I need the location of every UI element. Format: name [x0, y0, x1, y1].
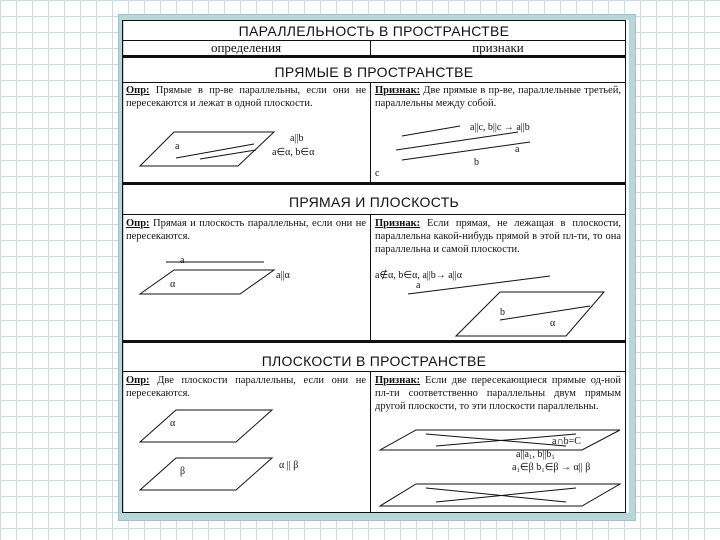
- section3-title-divider: [122, 371, 626, 372]
- section-title-line-plane: ПРЯМАЯ И ПЛОСКОСТЬ: [288, 194, 460, 210]
- header-bottom-rule: [122, 55, 626, 58]
- sign2-label-b: b: [500, 307, 505, 318]
- section3-label-beta: β: [180, 466, 186, 477]
- page-title: ПАРАЛЛЕЛЬНОСТЬ В ПРОСТРАНСТВЕ: [238, 23, 510, 39]
- plane-alpha: [140, 132, 274, 166]
- section1-sign: Признак: Две прямые в пр-ве, параллельные третьей, параллельны между собой.: [375, 85, 621, 109]
- relation-a-parallel-b: a||b: [290, 133, 304, 144]
- line-b: [200, 150, 256, 159]
- section3-label-alpha: α: [170, 418, 176, 429]
- section2-sign: Признак: Если прямая, не лежащая в плоскости, параллельна какой-нибудь прямой в этой пл-ти, то она параллельна и самой плоскости.: [375, 218, 621, 255]
- table-border-right: [625, 20, 626, 513]
- sign3-formula-parallel: a||a₁, b||b₁: [516, 449, 555, 460]
- line-a: [176, 144, 254, 158]
- section2-left-figure: [136, 256, 276, 298]
- section1-bottom-rule: [122, 182, 626, 185]
- section3-sign: Признак: Если две пересекающиеся прямые од-ной пл-ти соответственно параллельны двум прямым другой плоскости, то эти плоскости параллельны.: [375, 375, 622, 412]
- sign1-label-c: c: [375, 168, 380, 179]
- section3-left-figure: [136, 404, 276, 504]
- line-c: [402, 126, 460, 136]
- table-border-top: [122, 20, 626, 21]
- sign2-label-alpha: α: [550, 318, 556, 329]
- line-b4: [500, 306, 590, 320]
- section2-definition: Опр: Прямая и плоскость параллельны, если они не пересекаются.: [126, 218, 367, 242]
- table-border-left: [122, 20, 123, 513]
- line-a1: [426, 488, 566, 502]
- section-title-lines: ПРЯМЫЕ В ПРОСТРАНСТВЕ: [274, 64, 474, 80]
- section2-bottom-rule: [122, 340, 626, 343]
- header-col-divider: [370, 40, 371, 56]
- line-b1: [436, 488, 576, 502]
- sign3-formula-intersection: a∩b=C: [552, 436, 581, 447]
- sign1-formula: a||c, b||c → a||b: [470, 122, 530, 133]
- sign1-label-a: a: [515, 144, 520, 155]
- section2-right-figure: [400, 270, 610, 340]
- section2-label-alpha: α: [170, 279, 176, 290]
- line-a4: [408, 276, 550, 294]
- sign1-label-b: b: [474, 157, 479, 168]
- plane-alpha4: [140, 410, 272, 442]
- section1-col-divider: [370, 82, 371, 182]
- sign2-label-a: a: [416, 280, 421, 291]
- section1-left-figure: [136, 126, 276, 172]
- section-title-planes: ПЛОСКОСТИ В ПРОСТРАНСТВЕ: [261, 353, 487, 369]
- plane-beta: [140, 458, 272, 490]
- section2-col-divider: [370, 214, 371, 340]
- label-a: a: [175, 141, 180, 152]
- line-a2: [396, 132, 518, 150]
- relation-in-plane: a∈α, b∈α: [272, 147, 315, 158]
- section2-label-a: a: [180, 255, 185, 266]
- section3-definition: Опр: Две плоскости параллельны, если они не пересекаются.: [126, 375, 367, 399]
- relation-a-parallel-alpha: a||α: [276, 270, 290, 281]
- section1-definition: Опр: Прямые в пр-ве параллельны, если они не пересекаются и лежат в одной плоскости.: [126, 85, 366, 109]
- line-b2: [402, 142, 530, 160]
- line-a5: [426, 434, 566, 446]
- column-header-definitions: определения: [210, 40, 282, 55]
- sign3-formula-conclusion: a₁∈β b₁∈β → α|| β: [512, 462, 591, 473]
- table-border-bottom: [122, 512, 626, 513]
- section3-col-divider: [370, 371, 371, 513]
- section2-title-divider: [122, 214, 626, 215]
- sign2-formula: a∉α, b∈α, a||b→ a||α: [375, 270, 462, 281]
- column-header-signs: признаки: [472, 40, 524, 55]
- plane-alpha2: [140, 270, 274, 294]
- relation-alpha-parallel-beta: α || β: [279, 460, 299, 471]
- plane-alpha3: [456, 292, 604, 336]
- section1-title-divider: [122, 82, 626, 83]
